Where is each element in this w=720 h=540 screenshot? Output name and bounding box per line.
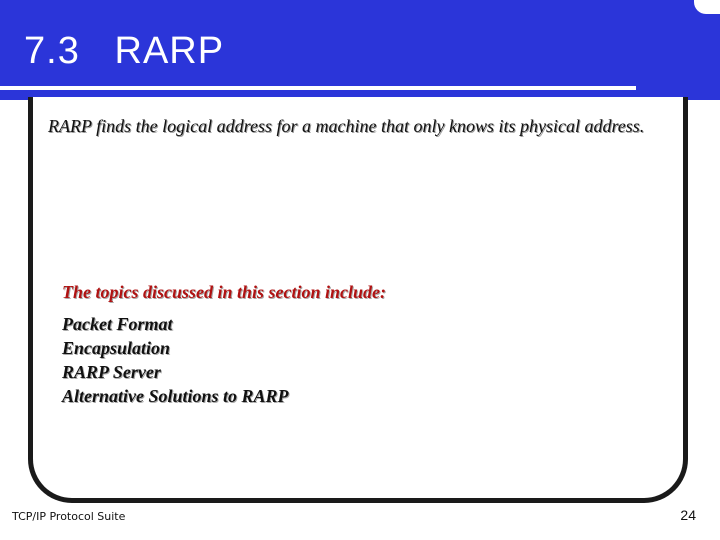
title-banner [0, 0, 720, 100]
topics-list [62, 312, 289, 408]
intro-paragraph: RARP finds the logical address for a machine that only knows its physical address. [48, 116, 645, 136]
topic-item-encapsulation: Encapsulation [62, 338, 171, 358]
topic-item-alternative-solutions: Alternative Solutions to RARP [62, 386, 289, 406]
topics-heading: The topics discussed in this section include: [62, 282, 387, 302]
footer-course-title: TCP/IP Protocol Suite [12, 510, 126, 523]
banner-corner-notch [694, 0, 720, 14]
topic-item-rarp-server: RARP Server [62, 362, 161, 382]
slide-title: 7.3 RARP [24, 30, 225, 72]
title-underline [0, 86, 636, 90]
page-number: 24 [680, 507, 696, 523]
topic-item-packet-format: Packet Format [62, 314, 173, 334]
